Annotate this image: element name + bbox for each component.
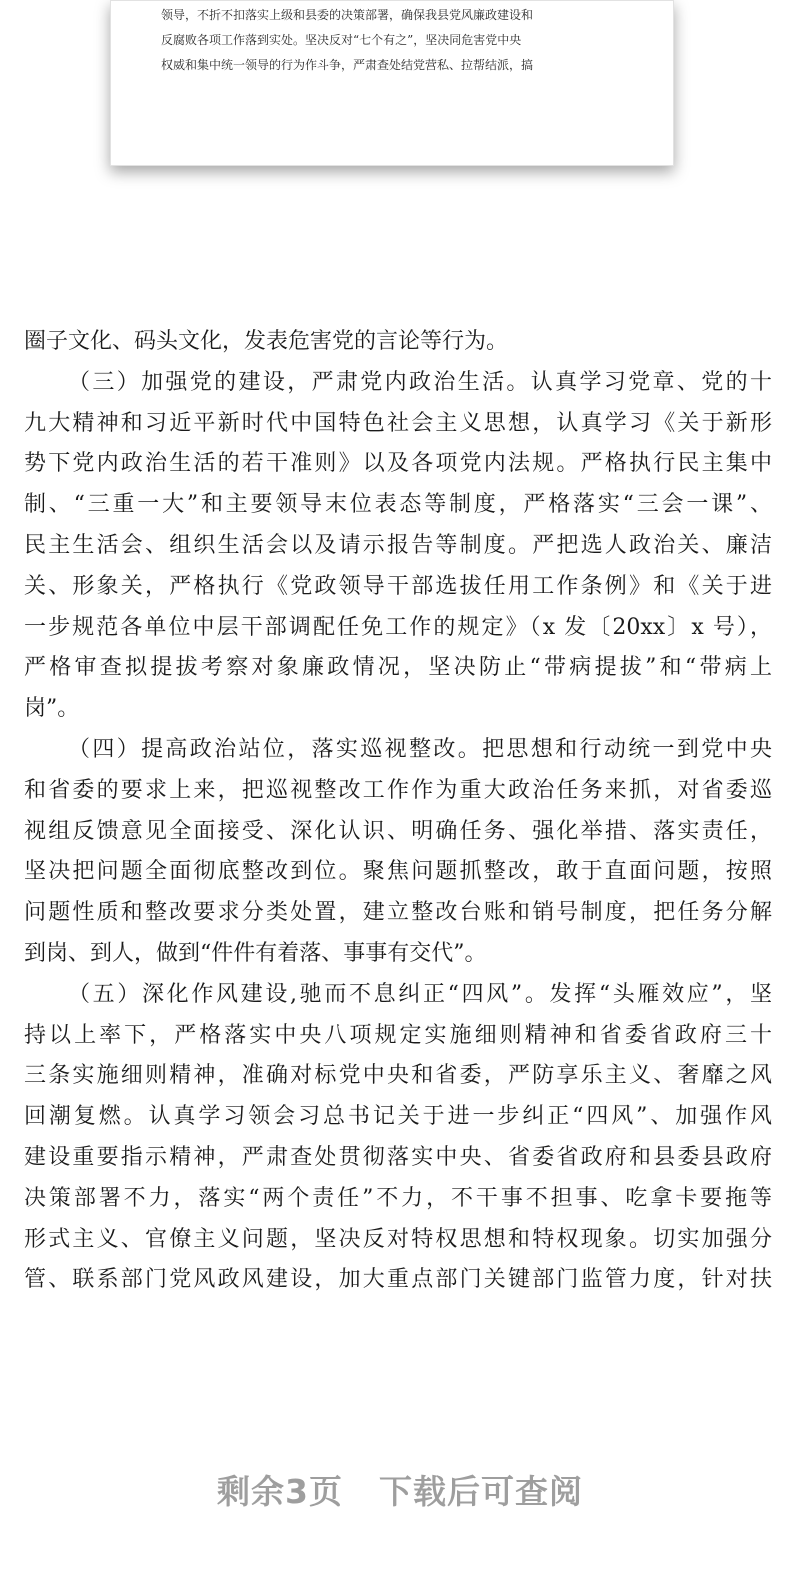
text-line: 一步规范各单位中层干部调配任免工作的规定》（x 发〔20xx〕x 号）， bbox=[24, 614, 772, 640]
text-line: 民主生活会、组织生活会以及请示报告等制度。严把选人政治关、廉洁 bbox=[24, 532, 772, 558]
paragraph bbox=[24, 363, 772, 730]
text-line: 持以上率下，严格落实中央八项规定实施细则精神和省委省政府三十 bbox=[24, 1022, 772, 1048]
text-line: 建设重要指示精神，严肃查处贯彻落实中央、省委省政府和县委县政府 bbox=[24, 1144, 772, 1170]
preview-line: 权威和集中统一领导的行为作斗争，严肃查处结党营私、拉帮结派，搞 bbox=[161, 58, 534, 72]
paragraph bbox=[24, 322, 772, 363]
text-line: 管、联系部门党风政风建设，加大重点部门关键部门监管力度，针对扶 bbox=[24, 1267, 772, 1293]
text-line: 到岗、到人，做到“件件有着落、事事有交代”。 bbox=[24, 940, 487, 966]
remaining-pages-label: 剩余3页 bbox=[217, 1472, 343, 1511]
download-prompt[interactable] bbox=[0, 1466, 800, 1513]
text-line: 三条实施细则精神，准确对标党中央和省委，严防享乐主义、奢靡之风 bbox=[24, 1063, 772, 1089]
paragraph bbox=[24, 975, 772, 1301]
text-line: 和省委的要求上来，把巡视整改工作作为重大政治任务来抓，对省委巡 bbox=[24, 777, 772, 803]
text-line: 九大精神和习近平新时代中国特色社会主义思想，认真学习《关于新形 bbox=[24, 410, 772, 436]
preview-line: 反腐败各项工作落到实处。坚决反对“七个有之”，坚决同危害党中央 bbox=[161, 33, 522, 47]
preview-line: 领导，不折不扣落实上级和县委的决策部署，确保我县党风廉政建设和 bbox=[161, 8, 534, 22]
text-line: （四）提高政治站位，落实巡视整改。把思想和行动统一到党中央 bbox=[68, 736, 772, 762]
text-line: （三）加强党的建设，严肃党内政治生活。认真学习党章、党的十 bbox=[68, 369, 772, 395]
text-line: 视组反馈意见全面接受、深化认识、明确任务、强化举措、落实责任， bbox=[24, 818, 772, 844]
paragraph bbox=[24, 730, 772, 975]
download-to-view-label: 下载后可查阅 bbox=[378, 1472, 583, 1511]
preview-text bbox=[161, 3, 631, 78]
text-line: 圈子文化、码头文化，发表危害党的言论等行为。 bbox=[24, 329, 509, 354]
text-line: 形式主义、官僚主义问题，坚决反对特权思想和特权现象。切实加强分 bbox=[24, 1226, 772, 1252]
text-line: 关、形象关，严格执行《党政领导干部选拔任用工作条例》和《关于进 bbox=[24, 573, 772, 599]
text-line: 势下党内政治生活的若干准则》以及各项党内法规。严格执行民主集中 bbox=[24, 451, 772, 477]
document-body bbox=[24, 322, 772, 1301]
text-line: 严格审查拟提拔考察对象廉政情况，坚决防止“带病提拔”和“带病上 bbox=[24, 655, 772, 681]
text-line: 问题性质和整改要求分类处置，建立整改台账和销号制度，把任务分解 bbox=[24, 900, 772, 926]
text-line: 决策部署不力，落实“两个责任”不力，不干事不担事、吃拿卡要拖等 bbox=[24, 1185, 772, 1211]
text-line: （五）深化作风建设,驰而不息纠正“四风”。发挥“头雁效应”，坚 bbox=[68, 981, 772, 1007]
page-preview-card bbox=[110, 0, 674, 166]
text-line: 岗”。 bbox=[24, 696, 80, 722]
text-line: 制、“三重一大”和主要领导末位表态等制度，严格落实“三会一课”、 bbox=[24, 492, 772, 518]
text-line: 坚决把问题全面彻底整改到位。聚焦问题抓整改，敢于直面问题，按照 bbox=[24, 859, 772, 885]
text-line: 回潮复燃。认真学习领会习总书记关于进一步纠正“四风”、加强作风 bbox=[24, 1104, 772, 1130]
